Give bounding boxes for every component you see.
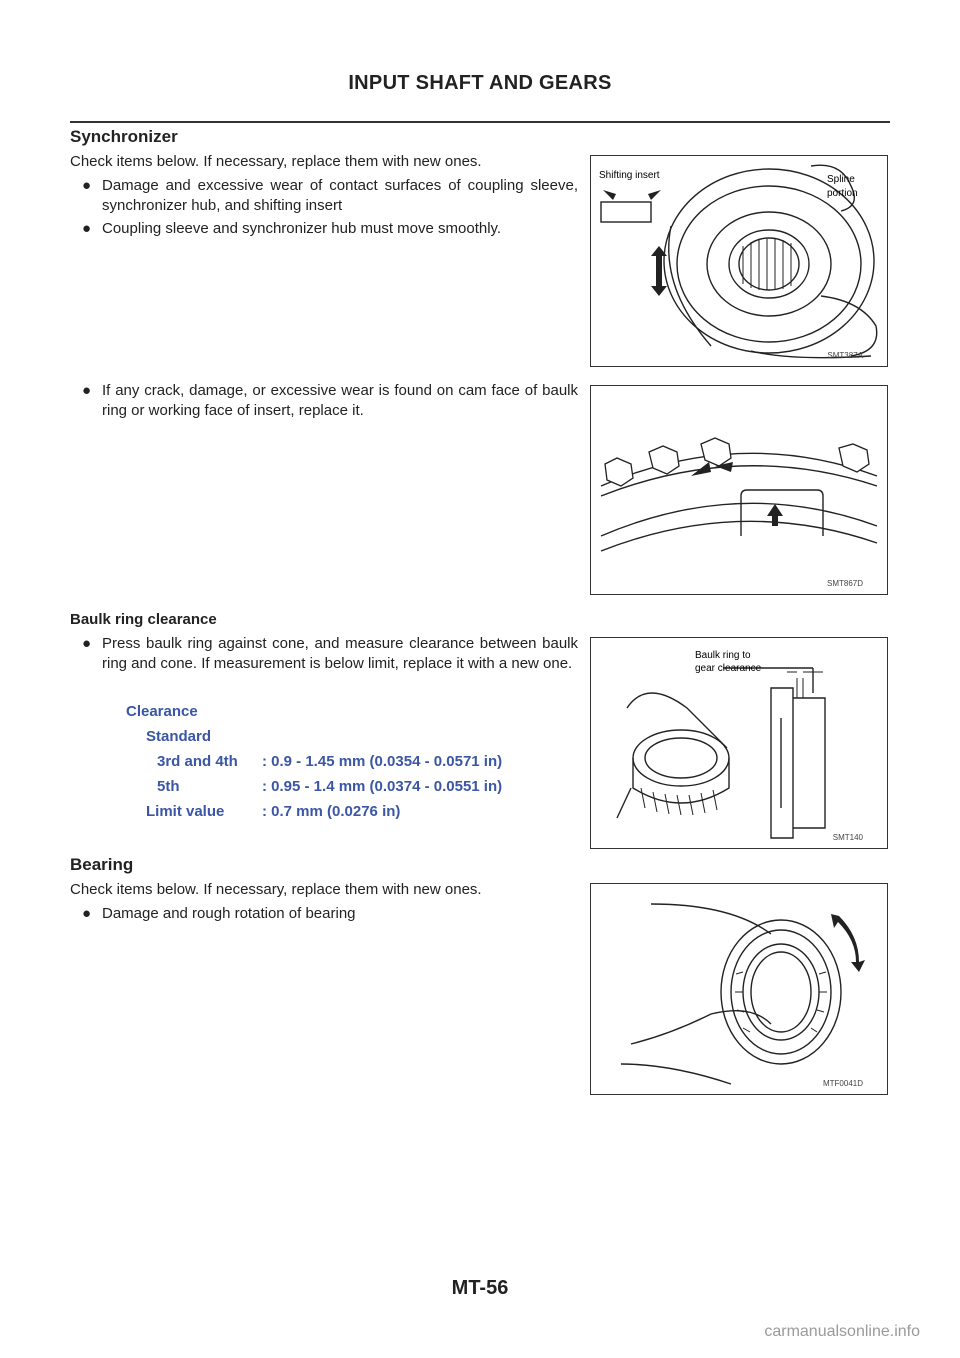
bullet-text: Damage and rough rotation of bearing — [102, 905, 356, 922]
bullet-dot-icon: ● — [82, 177, 92, 194]
bullet-item — [82, 904, 578, 924]
page-title: INPUT SHAFT AND GEARS — [348, 72, 612, 94]
figure-code: SMT867D — [826, 579, 863, 588]
label-spline: Spline — [827, 174, 855, 185]
label-gear-clearance: gear clearance — [695, 663, 762, 674]
bullet-item — [82, 176, 578, 216]
figure-synchronizer-hub — [590, 155, 888, 367]
bullet-item — [82, 634, 578, 674]
spec-row-value: : 0.9 - 1.45 mm (0.0354 - 0.0571 in) — [262, 753, 503, 770]
spec-row-value: : 0.95 - 1.4 mm (0.0374 - 0.0551 in) — [262, 778, 503, 795]
bullet-item — [82, 381, 578, 421]
bullet-text: If any crack, damage, or excessive wear is found on cam face of baulk ring or working face of insert, replace it. — [102, 382, 578, 419]
bearing-illustration — [591, 884, 887, 1094]
figure-code: MTF0041D — [822, 1079, 863, 1088]
bullet-text: Press baulk ring against cone, and measure clearance between baulk ring and cone. If measurement is below limit, replace it with a new one. — [102, 635, 578, 672]
label-shifting-insert: Shifting insert — [599, 170, 660, 181]
bullet-item — [82, 219, 578, 239]
bullet-text: Coupling sleeve and synchronizer hub must move smoothly. — [102, 220, 502, 237]
figure-bearing-rotation — [590, 883, 888, 1095]
bullet-dot-icon: ● — [82, 905, 92, 922]
figure-code: SMT140 — [832, 833, 863, 842]
figure-baulk-ring-cam — [590, 385, 888, 595]
bearing-heading: Bearing — [70, 855, 134, 874]
bullet-dot-icon: ● — [82, 220, 92, 237]
synchronizer-heading: Synchronizer — [70, 127, 178, 146]
figure-code: SMT387A — [827, 351, 863, 360]
baulk-ring-heading: Baulk ring clearance — [70, 611, 217, 628]
synchronizer-illustration — [591, 156, 887, 366]
spec-limit-value: : 0.7 mm (0.0276 in) — [262, 803, 401, 820]
figure-baulk-ring-clearance — [590, 637, 888, 849]
page-number: MT-56 — [451, 1277, 509, 1299]
bullet-dot-icon: ● — [82, 635, 92, 652]
bearing-intro: Check items below. If necessary, replace them with new ones. — [70, 881, 482, 898]
synchronizer-intro: Check items below. If necessary, replace them with new ones. — [70, 153, 482, 170]
clearance-measure-illustration — [591, 638, 887, 848]
header-rule — [70, 121, 890, 123]
watermark: carmanualsonline.info — [764, 1323, 920, 1340]
spec-row-label: 5th — [157, 778, 180, 795]
label-baulk-ring-to: Baulk ring to — [695, 650, 751, 661]
baulk-ring-illustration — [591, 386, 887, 594]
spec-standard-label: Standard — [146, 728, 212, 745]
label-portion: portion — [827, 188, 858, 199]
spec-clearance-label: Clearance — [126, 703, 198, 720]
spec-row-label: 3rd and 4th — [157, 753, 238, 770]
bullet-dot-icon: ● — [82, 382, 92, 399]
bullet-text: Damage and excessive wear of contact surfaces of coupling sleeve, synchronizer hub, and shifting insert — [102, 177, 578, 214]
spec-limit-label: Limit value — [146, 803, 225, 820]
